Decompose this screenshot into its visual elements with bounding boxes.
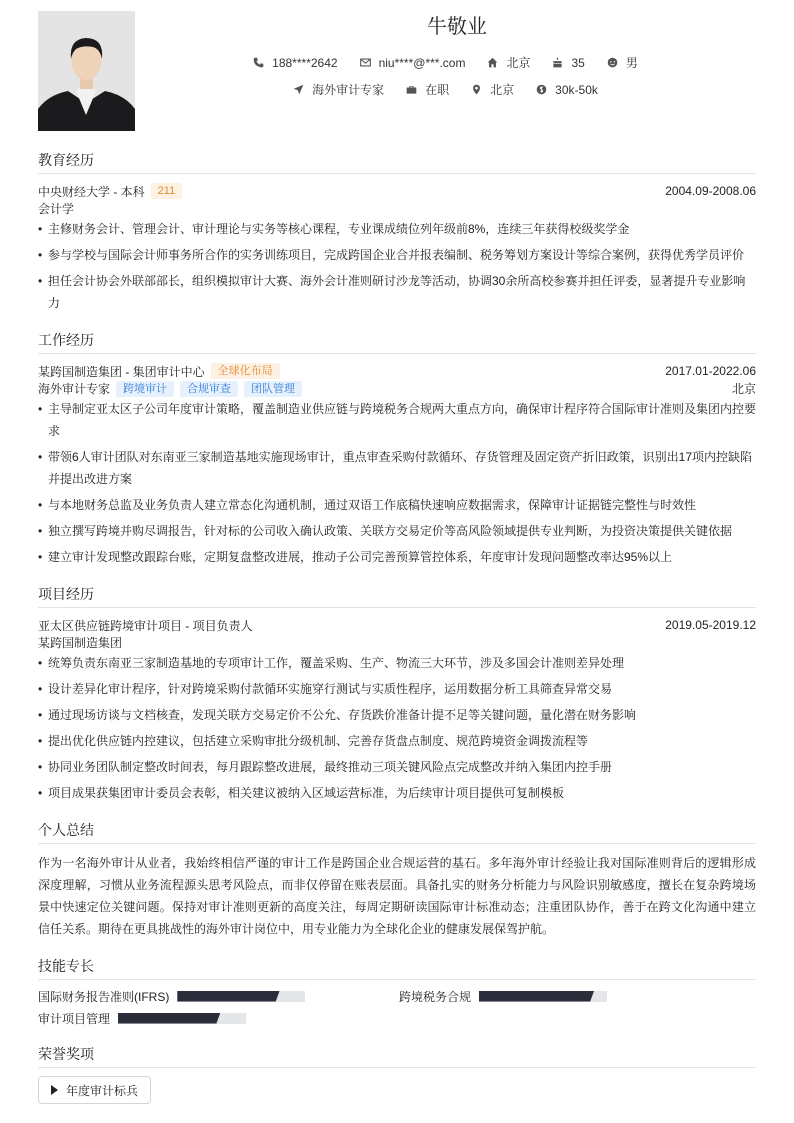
gender-text: 男 [625,56,638,70]
skill-label: 跨境税务合规 [399,989,472,1004]
section-title: 个人总结 [38,820,756,844]
summary-section [38,820,756,940]
skill-bar-fill [177,991,279,1002]
target-city-item [471,81,514,98]
honor-label: 年度审计标兵 [66,1083,139,1098]
salary-item [536,83,598,97]
skill-item [399,988,756,1004]
list-item: • 协同业务团队制定整改时间表，每月跟踪整改进展，最终推动三项关键风险点完成整改并纳入集团内控手册 [38,756,756,778]
company-name: 某跨国制造集团 - 集团审计中心 [38,364,205,379]
list-item: • 主导制定亚太区子公司年度审计策略，覆盖制造业供应链与跨境税务合规两大重点方向，确保审计程序符合国际审计准则及集团内控要求 [38,398,756,442]
list-item: • 通过现场访谈与文档核查，发现关联方交易定价不公允、存货跌价准备计提不足等关键问题，量化潜在财务影响 [38,704,756,726]
list-item: • 统筹负责东南亚三家制造基地的专项审计工作，覆盖采购、生产、物流三大环节，涉及多国会计准则差异处理 [38,652,756,674]
skill-tag: 跨境审计 [116,381,174,397]
phone-icon [253,57,264,68]
list-item: • 与本地财务总监及业务负责人建立常态化沟通机制，通过双语工作底稿快速响应数据需求，保障审计证据链完整性与时效性 [38,494,756,516]
project-org: 某跨国制造集团 [38,636,123,650]
section-title: 工作经历 [38,330,756,354]
skill-bar [118,1013,246,1024]
list-item: • 主修财务会计、管理会计、审计理论与实务等核心课程，专业课成绩位列年级前8%，连续三年获得校级奖学金 [38,218,756,240]
project-bullets [38,652,756,804]
cake-icon [552,57,563,68]
phone-item [253,56,337,70]
section-title: 教育经历 [38,150,756,174]
skill-item [38,1010,399,1026]
job-info-row [135,81,756,98]
education-header [38,182,756,200]
contact-info-row [135,54,756,71]
skills-section [38,956,756,1026]
home-icon [487,57,498,68]
education-bullets [38,218,756,314]
hometown-item [487,54,530,71]
work-bullets [38,398,756,568]
summary-text: 作为一名海外审计从业者，我始终相信严谨的审计工作是跨国企业合规运营的基石。多年海外审计经验让我对国际准则背后的逻辑形成深度理解，习惯从业务流程源头思考风险点，而非仅停留在账表层面。具备扎实的财务分析能力与风险识别敏感度，擅长在复杂跨境场景中快速定位关键问题。保持对审计准则更新的高度关注，每周定期研读国际审计标准动态；注重团队协作，善于在跨文化沟通中建立信任关系。期待在更具挑战性的海外审计岗位中，用专业能力为全球化企业的健康发展保驾护航。 [38,856,756,936]
briefcase-icon [406,84,417,95]
education-major-row [38,200,756,218]
candidate-name: 牛敬业 [427,16,487,38]
project-date: 2019.05-2019.12 [665,618,756,632]
section-title: 项目经历 [38,584,756,608]
school-tag: 211 [151,183,183,199]
skill-tag: 团队管理 [244,381,302,397]
list-item: • 担任会计协会外联部部长，组织模拟审计大赛、海外会计准则研讨沙龙等活动，协调30余所高校参赛并担任评委，显著提升专业影响力 [38,270,756,314]
position: 海外审计专家 [38,382,111,396]
work-date: 2017.01-2022.06 [665,364,756,378]
target-city-text: 北京 [490,83,515,97]
send-icon [293,84,304,95]
work-location: 北京 [731,382,756,396]
list-item: • 设计差异化审计程序，针对跨境采购付款循环实施穿行测试与实质性程序，运用数据分析工具筛查异常交易 [38,678,756,700]
play-triangle-icon [51,1085,58,1095]
section-title: 技能专长 [38,956,756,980]
work-header [38,362,756,380]
email-item [360,56,466,70]
skill-label: 国际财务报告准则(IFRS) [38,989,170,1004]
hometown-text: 北京 [506,56,531,70]
company-tag: 全球化布局 [211,363,280,379]
age-item [552,56,584,70]
school-name: 中央财经大学 - 本科 [38,184,145,199]
honors-section [38,1044,756,1104]
work-position-row [38,380,756,398]
project-name: 亚太区供应链跨境审计项目 - 项目负责人 [38,618,253,633]
honor-item[interactable] [38,1076,151,1104]
email-text: niu****@***.com [378,55,466,70]
skill-label: 审计项目管理 [38,1011,111,1026]
skill-item [38,988,399,1004]
target-position-item [293,81,384,98]
project-org-row [38,634,756,652]
skill-bar-fill [118,1013,220,1024]
major: 会计学 [38,202,75,216]
target-position-text: 海外审计专家 [312,83,385,97]
section-title: 荣誉奖项 [38,1044,756,1068]
skill-bar [177,991,305,1002]
skills-grid [38,988,756,1026]
status-text: 在职 [425,83,450,97]
list-item: • 参与学校与国际会计师事务所合作的实务训练项目，完成跨国企业合并报表编制、税务筹划方案设计等综合案例，获得优秀学员评价 [38,244,756,266]
mail-icon [360,57,371,68]
project-section [38,584,756,808]
list-item: • 项目成果获集团审计委员会表彰，相关建议被纳入区域运营标准，为后续审计项目提供可复制模板 [38,782,756,804]
phone-text: 188****2642 [272,55,338,70]
skill-tag: 合规审查 [180,381,238,397]
list-item: • 建立审计发现整改跟踪台账，定期复盘整改进展，推动子公司完善预算管控体系，年度审计发现问题整改率达95%以上 [38,546,756,568]
gender-icon [607,57,618,68]
age-text: 35 [571,55,585,70]
status-item [406,81,449,98]
salary-icon [536,84,547,95]
list-item: • 带领6人审计团队对东南亚三家制造基地实施现场审计，重点审查采购付款循环、存货管理及固定资产折旧政策，识别出17项内控缺陷并提出改进方案 [38,446,756,490]
project-header [38,616,756,634]
skill-bar [479,991,607,1002]
education-section [38,150,756,318]
list-item: • 独立撰写跨境并购尽调报告，针对标的公司收入确认政策、关联方交易定价等高风险领域提供专业判断，为投资决策提供关键依据 [38,520,756,542]
gender-item [607,54,638,71]
work-section [38,330,756,572]
list-item: • 提出优化供应链内控建议，包括建立采购审批分级机制、完善存货盘点制度、规范跨境资金调拨流程等 [38,730,756,752]
skill-bar-fill [479,991,594,1002]
location-pin-icon [471,84,482,95]
education-date: 2004.09-2008.06 [665,184,756,198]
salary-text: 30k-50k [555,82,598,97]
